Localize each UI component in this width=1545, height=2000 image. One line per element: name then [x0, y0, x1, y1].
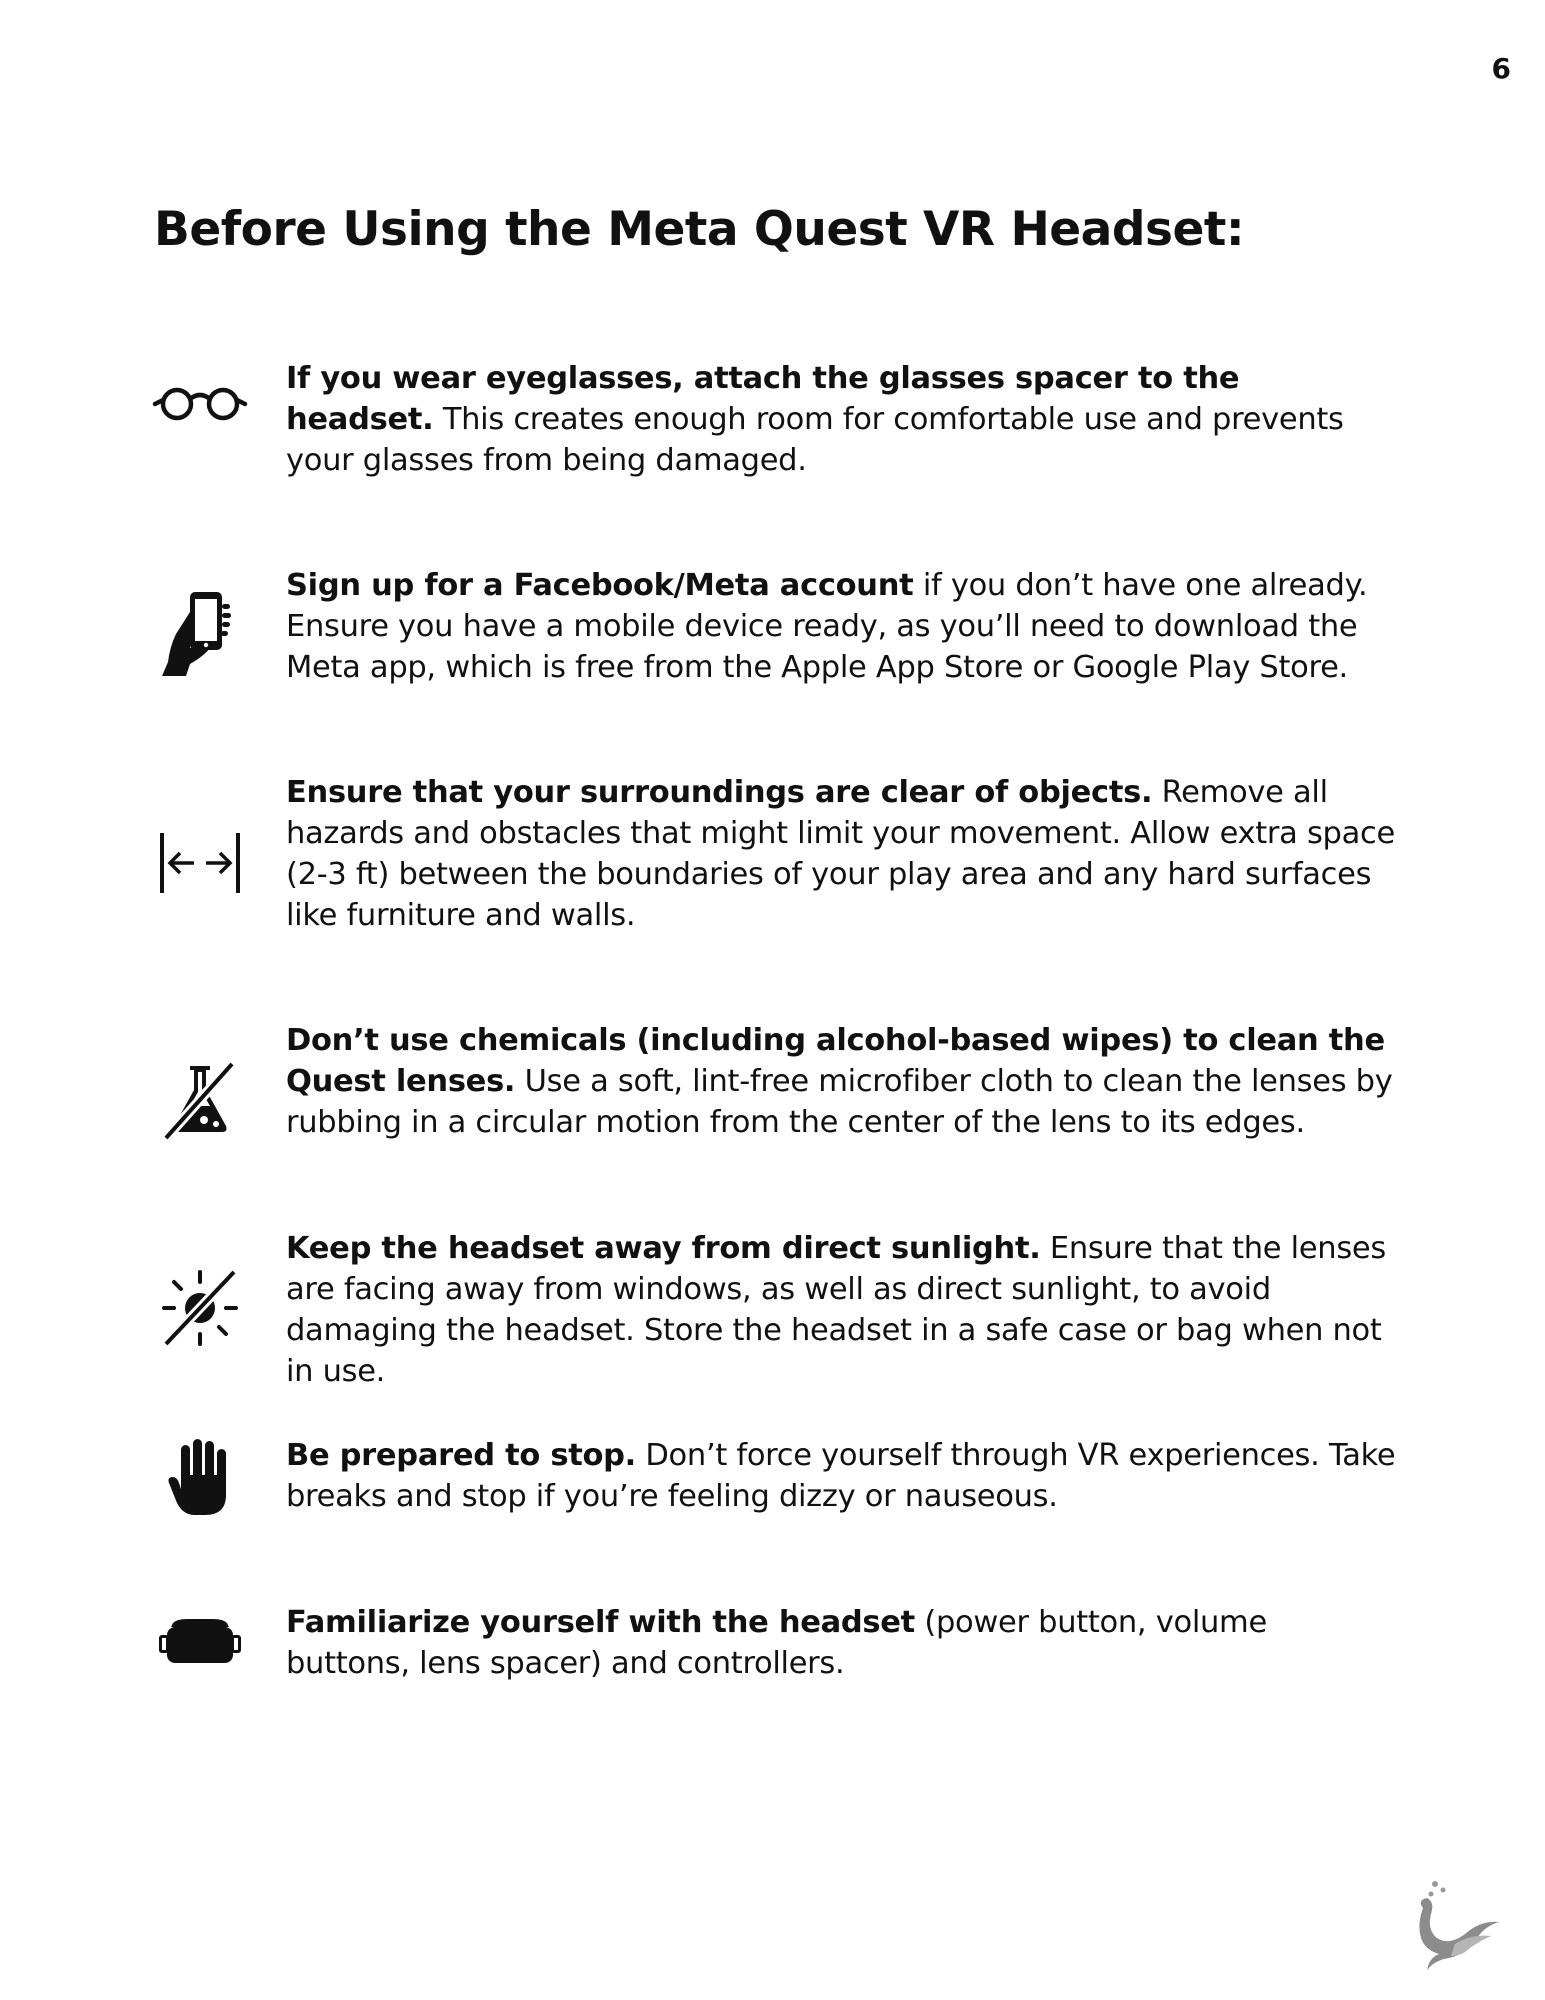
item-text — [286, 1435, 1396, 1517]
page-number: 6 — [1491, 52, 1511, 85]
item-bold: Don’t use chemicals (including alcohol-based wipes) to clean the Quest lenses. — [286, 1023, 1385, 1099]
item-body: Use a soft, lint-free microfiber cloth to clean the lenses by rubbing in a circular motion from the center of the lens to its edges. — [286, 1064, 1393, 1140]
page-title: Before Using the Meta Quest VR Headset: — [154, 202, 1245, 257]
item-bold: Familiarize yourself with the headset — [286, 1605, 915, 1640]
item-bold: Sign up for a Facebook/Meta account — [286, 568, 914, 603]
glasses-icon — [150, 352, 250, 452]
item-bold: If you wear eyeglasses, attach the glasses spacer to the headset. — [286, 361, 1240, 437]
item-text — [286, 772, 1396, 936]
stop-hand-icon — [150, 1427, 250, 1527]
no-chemicals-icon — [150, 1050, 250, 1150]
item-body: Remove all hazards and obstacles that might limit your movement. Allow extra space (2-3 ft) between the boundaries of your play area and any hard surfaces like furniture and walls. — [286, 775, 1395, 933]
item-text — [286, 1228, 1396, 1392]
item-body: Ensure that the lenses are facing away from windows, as well as direct sunlight, to avoid damaging the headset. Store the headset in a safe case or bag when not in use. — [286, 1231, 1386, 1389]
item-body: if you don’t have one already. Ensure you have a mobile device ready, as you’ll need to download the Meta app, which is free from the Apple App Store or Google Play Store. — [286, 568, 1368, 685]
item-bold: Ensure that your surroundings are clear of objects. — [286, 775, 1153, 810]
item-text — [286, 1602, 1396, 1684]
item-body: This creates enough room for comfortable use and prevents your glasses from being damaged. — [286, 402, 1344, 478]
item-text — [286, 1020, 1396, 1143]
item-body: (power button, volume buttons, lens spacer) and controllers. — [286, 1605, 1267, 1681]
bird-logo — [1405, 1874, 1505, 1974]
item-text — [286, 358, 1396, 481]
item-bold: Be prepared to stop. — [286, 1438, 636, 1473]
item-text — [286, 565, 1396, 688]
no-sunlight-icon — [150, 1258, 250, 1358]
item-body: Don’t force yourself through VR experiences. Take breaks and stop if you’re feeling dizzy or nauseous. — [286, 1438, 1396, 1514]
vr-headset-icon — [150, 1594, 250, 1694]
distance-arrows-icon — [150, 813, 250, 913]
item-bold: Keep the headset away from direct sunlight. — [286, 1231, 1041, 1266]
phone-in-hand-icon — [150, 585, 250, 685]
